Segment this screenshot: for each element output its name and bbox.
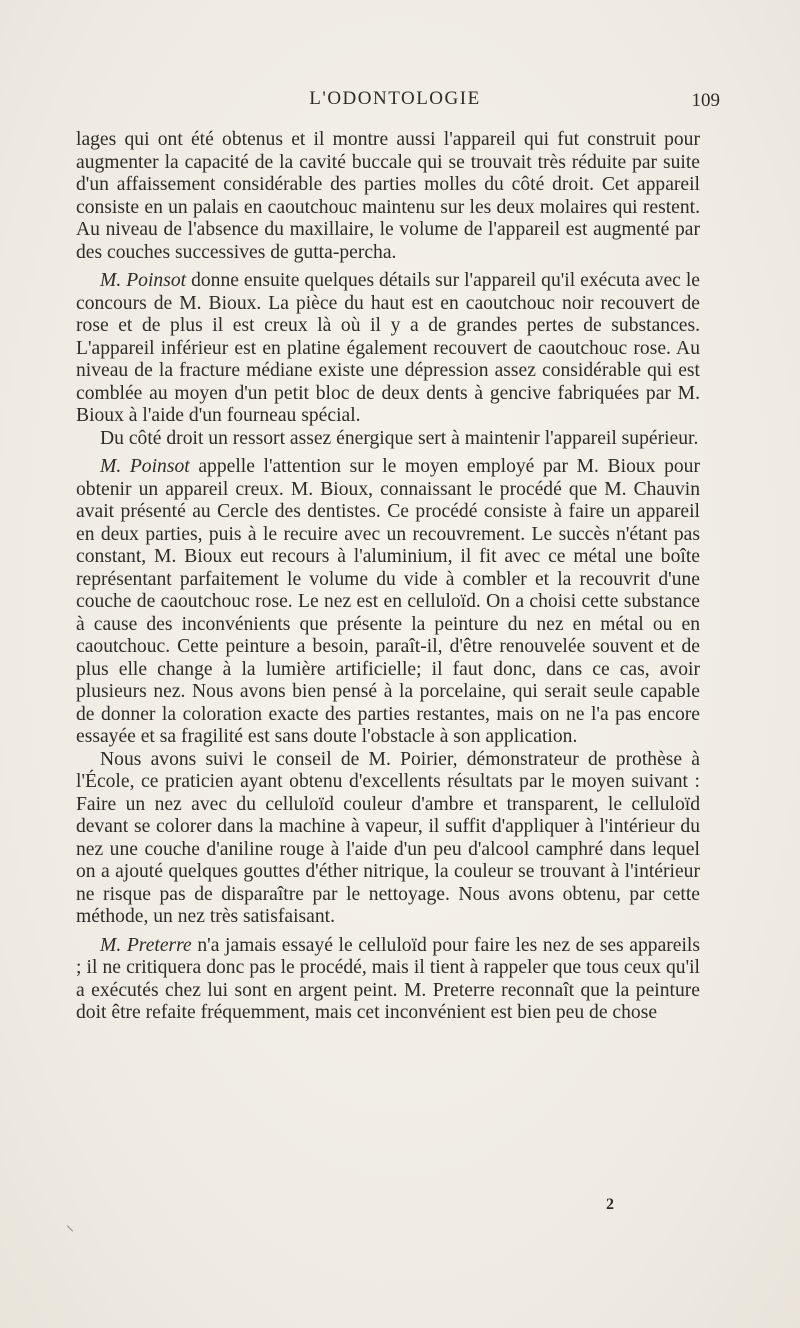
paragraph-text: appelle l'attention sur le moyen employé par M. Bioux pour obtenir un appareil creux. M. Bioux, connaissant le procédé que M. Chauvin avait présenté au Cercle des dentistes. Ce procédé consiste à faire un appareil en deux parties, puis à le recuire avec un recouvrement. Le succès n'étant pas constant, M. Bioux eut recours à l'aluminium, il fit avec ce métal une boîte représentant parfaitement le volume du vide à combler et la recouvrit d'une couche de caoutchouc rose. Le nez est en celluloïd. On a choisi cette substance à cause des inconvénients que présente la peinture du nez en métal ou en caoutchouc. Cette peinture a besoin, paraît-il, d'être renouvelée souvent et de plus elle change à la lumière artificielle; il faut donc, dans ce cas, avoir plusieurs nez. Nous avons bien pensé à la porcelaine, qui serait seule capable de donner la coloration exacte des parties restantes, mais on ne l'a pas encore essayée et sa fragilité est sans doute l'obstacle à son application. — [76, 456, 700, 747]
paragraph: Du côté droit un ressort assez énergique sert à maintenir l'appareil supérieur. — [100, 427, 699, 449]
print-mark — [67, 1225, 73, 1231]
paragraph — [76, 270, 700, 428]
page-number: 109 — [691, 90, 720, 111]
paragraph: lages qui ont été obtenus et il montre aussi l'appareil qui fut construit pour augmenter la capacité de la cavité buccale qui se trouvait très réduite par suite d'un affaissement considérable des parties molles du côté droit. Cet appareil consiste en un palais en caoutchouc maintenu sur les deux molaires qui restent. Au niveau de l'absence du maxillaire, le volume de l'appareil est augmenté par des couches successives de gutta-percha. — [76, 129, 700, 263]
speaker-name: M. Poinsot — [100, 270, 187, 291]
body-text — [76, 129, 700, 1025]
paragraph: Nous avons suivi le conseil de M. Poirier, démonstrateur de prothèse à l'École, ce praticien ayant obtenu d'excellents résultats par le moyen suivant : Faire un nez avec du celluloïd couleur d'ambre et transparent, le celluloïd devant se colorer dans la machine à vapeur, il suffit d'appliquer à l'intérieur du nez une couche d'aniline rouge à l'aide d'un peu d'alcool camphré dans lequel on a ajouté quelques gouttes d'éther nitrique, la couleur se trouvant à l'intérieur ne risque pas de disparaître par le nettoyage. Nous avons obtenu, par cette méthode, un nez très satisfaisant. — [76, 748, 700, 927]
paragraph-text: n'a jamais essayé le celluloïd pour faire les nez de ses appareils ; il ne critiquera donc pas le procédé, mais il tient à rappeler que tous ceux qu'il a exécutés chez lui sont en argent peint. M. Preterre reconnaît que la peinture doit être refaite fréquemment, mais cet inconvénient est bien peu de chose — [76, 934, 700, 1023]
paragraph-text: donne ensuite quelques détails sur l'appareil qu'il exécuta avec le concours de M. Bioux. La pièce du haut est en caoutchouc noir recouvert de rose et de plus il est creux là où il y a de grandes pertes de substances. L'appareil inférieur est en platine également recouvert de caoutchouc rose. Au niveau de la fracture médiane existe une dépression assez considérable qui est comblée au moyen d'un petit bloc de deux dents à gencive fabriquées par M. Bioux à l'aide d'un fourneau spécial. — [76, 270, 700, 426]
speaker-name: M. Poinsot — [100, 456, 190, 477]
running-title: L'ODONTOLOGIE — [309, 88, 481, 109]
speaker-name: M. Preterre — [100, 934, 192, 956]
paragraph — [76, 935, 700, 1025]
signature-mark: 2 — [606, 1196, 614, 1213]
paragraph — [76, 456, 700, 749]
running-header — [76, 88, 720, 112]
